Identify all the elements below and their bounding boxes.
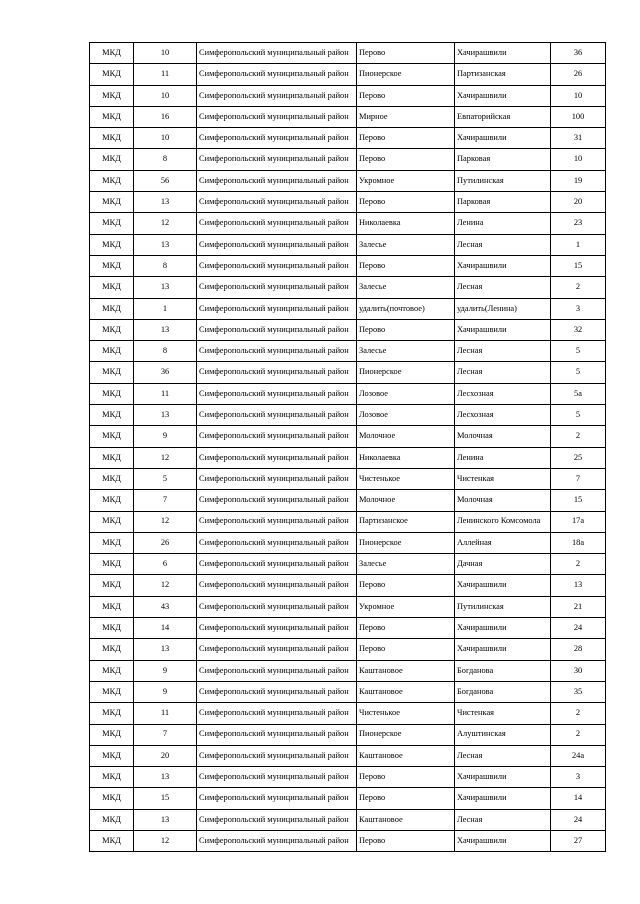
locality-cell: Перово bbox=[357, 788, 455, 809]
code-cell: 13 bbox=[134, 319, 197, 340]
locality-cell: Николаевка bbox=[357, 447, 455, 468]
house-number-cell: 15 bbox=[551, 490, 606, 511]
locality-cell: Перово bbox=[357, 830, 455, 851]
locality-cell: Залесье bbox=[357, 554, 455, 575]
house-number-cell: 2 bbox=[551, 554, 606, 575]
district-cell: Симферопольский муниципальный район bbox=[197, 447, 357, 468]
table-row bbox=[90, 575, 606, 596]
building-type-cell: МКД bbox=[90, 362, 134, 383]
district-cell: Симферопольский муниципальный район bbox=[197, 426, 357, 447]
district-cell: Симферопольский муниципальный район bbox=[197, 43, 357, 64]
district-cell: Симферопольский муниципальный район bbox=[197, 277, 357, 298]
building-type-cell: МКД bbox=[90, 830, 134, 851]
house-number-cell: 25 bbox=[551, 447, 606, 468]
code-cell: 12 bbox=[134, 511, 197, 532]
building-type-cell: МКД bbox=[90, 106, 134, 127]
building-type-cell: МКД bbox=[90, 724, 134, 745]
table-row bbox=[90, 809, 606, 830]
street-cell: Партизанская bbox=[455, 64, 551, 85]
street-cell: Хачирашвили bbox=[455, 767, 551, 788]
table-row bbox=[90, 660, 606, 681]
code-cell: 14 bbox=[134, 618, 197, 639]
house-number-cell: 10 bbox=[551, 149, 606, 170]
building-type-cell: МКД bbox=[90, 490, 134, 511]
street-cell: Молочная bbox=[455, 490, 551, 511]
locality-cell: Залесье bbox=[357, 234, 455, 255]
street-cell: Хачирашвили bbox=[455, 255, 551, 276]
house-number-cell: 5 bbox=[551, 341, 606, 362]
locality-cell: Перово bbox=[357, 128, 455, 149]
code-cell: 9 bbox=[134, 426, 197, 447]
house-number-cell: 21 bbox=[551, 596, 606, 617]
district-cell: Симферопольский муниципальный район bbox=[197, 788, 357, 809]
code-cell: 13 bbox=[134, 234, 197, 255]
table-row bbox=[90, 234, 606, 255]
table-row bbox=[90, 255, 606, 276]
code-cell: 13 bbox=[134, 277, 197, 298]
code-cell: 13 bbox=[134, 192, 197, 213]
street-cell: Лесхозная bbox=[455, 383, 551, 404]
locality-cell: Залесье bbox=[357, 277, 455, 298]
building-type-cell: МКД bbox=[90, 596, 134, 617]
district-cell: Симферопольский муниципальный район bbox=[197, 660, 357, 681]
building-type-cell: МКД bbox=[90, 681, 134, 702]
house-number-cell: 31 bbox=[551, 128, 606, 149]
building-type-cell: МКД bbox=[90, 85, 134, 106]
code-cell: 13 bbox=[134, 639, 197, 660]
table-row bbox=[90, 532, 606, 553]
building-type-cell: МКД bbox=[90, 64, 134, 85]
locality-cell: Каштановое bbox=[357, 660, 455, 681]
table-row bbox=[90, 681, 606, 702]
district-cell: Симферопольский муниципальный район bbox=[197, 830, 357, 851]
code-cell: 8 bbox=[134, 149, 197, 170]
locality-cell: Чистенькое bbox=[357, 703, 455, 724]
table-row bbox=[90, 128, 606, 149]
house-number-cell: 24а bbox=[551, 745, 606, 766]
house-number-cell: 3 bbox=[551, 298, 606, 319]
code-cell: 11 bbox=[134, 383, 197, 404]
house-number-cell: 2 bbox=[551, 724, 606, 745]
street-cell: Хачирашвили bbox=[455, 43, 551, 64]
table-body bbox=[90, 43, 606, 852]
district-cell: Симферопольский муниципальный район bbox=[197, 170, 357, 191]
table-row bbox=[90, 468, 606, 489]
table-row bbox=[90, 170, 606, 191]
locality-cell: Перово bbox=[357, 618, 455, 639]
house-number-cell: 100 bbox=[551, 106, 606, 127]
locality-cell: Чистенькое bbox=[357, 468, 455, 489]
street-cell: Аллейная bbox=[455, 532, 551, 553]
district-cell: Симферопольский муниципальный район bbox=[197, 106, 357, 127]
locality-cell: Укромное bbox=[357, 596, 455, 617]
house-number-cell: 14 bbox=[551, 788, 606, 809]
code-cell: 6 bbox=[134, 554, 197, 575]
building-type-cell: МКД bbox=[90, 128, 134, 149]
street-cell: Хачирашвили bbox=[455, 830, 551, 851]
code-cell: 9 bbox=[134, 681, 197, 702]
locality-cell: Перово bbox=[357, 319, 455, 340]
building-type-cell: МКД bbox=[90, 511, 134, 532]
table-row bbox=[90, 341, 606, 362]
district-cell: Симферопольский муниципальный район bbox=[197, 639, 357, 660]
building-type-cell: МКД bbox=[90, 703, 134, 724]
house-number-cell: 10 bbox=[551, 85, 606, 106]
street-cell: Лесная bbox=[455, 277, 551, 298]
locality-cell: Перово bbox=[357, 767, 455, 788]
locality-cell: Молочное bbox=[357, 426, 455, 447]
street-cell: Лесная bbox=[455, 362, 551, 383]
code-cell: 10 bbox=[134, 43, 197, 64]
locality-cell: Лозовое bbox=[357, 405, 455, 426]
street-cell: Ленина bbox=[455, 213, 551, 234]
code-cell: 11 bbox=[134, 703, 197, 724]
building-type-cell: МКД bbox=[90, 554, 134, 575]
house-number-cell: 1 bbox=[551, 234, 606, 255]
locality-cell: Пионерское bbox=[357, 532, 455, 553]
locality-cell: Перово bbox=[357, 575, 455, 596]
district-cell: Симферопольский муниципальный район bbox=[197, 319, 357, 340]
house-number-cell: 24 bbox=[551, 618, 606, 639]
building-type-cell: МКД bbox=[90, 234, 134, 255]
code-cell: 12 bbox=[134, 575, 197, 596]
locality-cell: Перово bbox=[357, 85, 455, 106]
building-type-cell: МКД bbox=[90, 149, 134, 170]
table-row bbox=[90, 830, 606, 851]
locality-cell: Каштановое bbox=[357, 809, 455, 830]
code-cell: 7 bbox=[134, 490, 197, 511]
district-cell: Симферопольский муниципальный район bbox=[197, 724, 357, 745]
locality-cell: Перово bbox=[357, 43, 455, 64]
street-cell: Парковая bbox=[455, 192, 551, 213]
house-number-cell: 17а bbox=[551, 511, 606, 532]
house-number-cell: 28 bbox=[551, 639, 606, 660]
district-cell: Симферопольский муниципальный район bbox=[197, 745, 357, 766]
house-number-cell: 36 bbox=[551, 43, 606, 64]
district-cell: Симферопольский муниципальный район bbox=[197, 234, 357, 255]
building-type-cell: МКД bbox=[90, 788, 134, 809]
table-row bbox=[90, 447, 606, 468]
house-number-cell: 35 bbox=[551, 681, 606, 702]
building-type-cell: МКД bbox=[90, 213, 134, 234]
house-number-cell: 26 bbox=[551, 64, 606, 85]
building-type-cell: МКД bbox=[90, 405, 134, 426]
table-row bbox=[90, 213, 606, 234]
district-cell: Симферопольский муниципальный район bbox=[197, 596, 357, 617]
street-cell: Хачирашвили bbox=[455, 575, 551, 596]
table-row bbox=[90, 277, 606, 298]
street-cell: Лесная bbox=[455, 234, 551, 255]
building-type-cell: МКД bbox=[90, 809, 134, 830]
district-cell: Симферопольский муниципальный район bbox=[197, 383, 357, 404]
district-cell: Симферопольский муниципальный район bbox=[197, 85, 357, 106]
locality-cell: Николаевка bbox=[357, 213, 455, 234]
table-row bbox=[90, 703, 606, 724]
building-type-cell: МКД bbox=[90, 319, 134, 340]
locality-cell: Мирное bbox=[357, 106, 455, 127]
table-row bbox=[90, 362, 606, 383]
code-cell: 20 bbox=[134, 745, 197, 766]
code-cell: 16 bbox=[134, 106, 197, 127]
code-cell: 12 bbox=[134, 213, 197, 234]
locality-cell: Каштановое bbox=[357, 681, 455, 702]
district-cell: Симферопольский муниципальный район bbox=[197, 511, 357, 532]
street-cell: Алуштинская bbox=[455, 724, 551, 745]
code-cell: 13 bbox=[134, 767, 197, 788]
district-cell: Симферопольский муниципальный район bbox=[197, 405, 357, 426]
code-cell: 13 bbox=[134, 405, 197, 426]
street-cell: Хачирашвили bbox=[455, 639, 551, 660]
district-cell: Симферопольский муниципальный район bbox=[197, 767, 357, 788]
house-number-cell: 24 bbox=[551, 809, 606, 830]
building-type-cell: МКД bbox=[90, 383, 134, 404]
building-type-cell: МКД bbox=[90, 767, 134, 788]
table-row bbox=[90, 106, 606, 127]
locality-cell: Пионерское bbox=[357, 362, 455, 383]
house-number-cell: 32 bbox=[551, 319, 606, 340]
locality-cell: Молочное bbox=[357, 490, 455, 511]
building-type-cell: МКД bbox=[90, 426, 134, 447]
house-number-cell: 5а bbox=[551, 383, 606, 404]
building-type-cell: МКД bbox=[90, 532, 134, 553]
table-row bbox=[90, 767, 606, 788]
building-type-cell: МКД bbox=[90, 192, 134, 213]
street-cell: Хачирашвили bbox=[455, 788, 551, 809]
street-cell: Хачирашвили bbox=[455, 85, 551, 106]
building-type-cell: МКД bbox=[90, 745, 134, 766]
locality-cell: Пионерское bbox=[357, 64, 455, 85]
table-row bbox=[90, 383, 606, 404]
locality-cell: Партизанское bbox=[357, 511, 455, 532]
house-number-cell: 5 bbox=[551, 405, 606, 426]
building-type-cell: МКД bbox=[90, 170, 134, 191]
table-row bbox=[90, 319, 606, 340]
house-number-cell: 2 bbox=[551, 426, 606, 447]
building-type-cell: МКД bbox=[90, 277, 134, 298]
building-type-cell: МКД bbox=[90, 255, 134, 276]
street-cell: Путилинская bbox=[455, 596, 551, 617]
code-cell: 10 bbox=[134, 85, 197, 106]
district-cell: Симферопольский муниципальный район bbox=[197, 149, 357, 170]
district-cell: Симферопольский муниципальный район bbox=[197, 362, 357, 383]
district-cell: Симферопольский муниципальный район bbox=[197, 490, 357, 511]
code-cell: 5 bbox=[134, 468, 197, 489]
code-cell: 36 bbox=[134, 362, 197, 383]
table-row bbox=[90, 426, 606, 447]
street-cell: Лесная bbox=[455, 809, 551, 830]
table-row bbox=[90, 192, 606, 213]
house-number-cell: 3 bbox=[551, 767, 606, 788]
district-cell: Симферопольский муниципальный район bbox=[197, 64, 357, 85]
code-cell: 1 bbox=[134, 298, 197, 319]
district-cell: Симферопольский муниципальный район bbox=[197, 192, 357, 213]
table-row bbox=[90, 618, 606, 639]
street-cell: Дачная bbox=[455, 554, 551, 575]
table-row bbox=[90, 490, 606, 511]
locality-cell: Залесье bbox=[357, 341, 455, 362]
street-cell: Хачирашвили bbox=[455, 128, 551, 149]
table-row bbox=[90, 405, 606, 426]
code-cell: 12 bbox=[134, 830, 197, 851]
code-cell: 9 bbox=[134, 660, 197, 681]
code-cell: 56 bbox=[134, 170, 197, 191]
house-number-cell: 2 bbox=[551, 277, 606, 298]
locality-cell: Перово bbox=[357, 192, 455, 213]
building-type-cell: МКД bbox=[90, 660, 134, 681]
district-cell: Симферопольский муниципальный район bbox=[197, 575, 357, 596]
table-row bbox=[90, 149, 606, 170]
building-type-cell: МКД bbox=[90, 43, 134, 64]
table-row bbox=[90, 554, 606, 575]
street-cell: Лесная bbox=[455, 341, 551, 362]
table-row bbox=[90, 596, 606, 617]
code-cell: 43 bbox=[134, 596, 197, 617]
code-cell: 15 bbox=[134, 788, 197, 809]
locality-cell: Укромное bbox=[357, 170, 455, 191]
district-cell: Симферопольский муниципальный район bbox=[197, 554, 357, 575]
street-cell: Евпаторийская bbox=[455, 106, 551, 127]
street-cell: Ленинского Комсомола bbox=[455, 511, 551, 532]
district-cell: Симферопольский муниципальный район bbox=[197, 703, 357, 724]
house-number-cell: 13 bbox=[551, 575, 606, 596]
house-number-cell: 18а bbox=[551, 532, 606, 553]
street-cell: Молочная bbox=[455, 426, 551, 447]
house-number-cell: 2 bbox=[551, 703, 606, 724]
street-cell: Лесхозная bbox=[455, 405, 551, 426]
house-number-cell: 15 bbox=[551, 255, 606, 276]
house-number-cell: 20 bbox=[551, 192, 606, 213]
street-cell: Парковая bbox=[455, 149, 551, 170]
house-number-cell: 30 bbox=[551, 660, 606, 681]
house-number-cell: 23 bbox=[551, 213, 606, 234]
building-type-cell: МКД bbox=[90, 618, 134, 639]
district-cell: Симферопольский муниципальный район bbox=[197, 213, 357, 234]
street-cell: Хачирашвили bbox=[455, 319, 551, 340]
street-cell: Хачирашвили bbox=[455, 618, 551, 639]
building-type-cell: МКД bbox=[90, 447, 134, 468]
district-cell: Симферопольский муниципальный район bbox=[197, 681, 357, 702]
code-cell: 11 bbox=[134, 64, 197, 85]
table-row bbox=[90, 724, 606, 745]
locality-cell: Пионерское bbox=[357, 724, 455, 745]
code-cell: 12 bbox=[134, 447, 197, 468]
building-type-cell: МКД bbox=[90, 575, 134, 596]
locality-cell: Лозовое bbox=[357, 383, 455, 404]
district-cell: Симферопольский муниципальный район bbox=[197, 128, 357, 149]
street-cell: удалить(Ленина) bbox=[455, 298, 551, 319]
table-row bbox=[90, 64, 606, 85]
district-cell: Симферопольский муниципальный район bbox=[197, 618, 357, 639]
code-cell: 26 bbox=[134, 532, 197, 553]
locality-cell: Перово bbox=[357, 255, 455, 276]
district-cell: Симферопольский муниципальный район bbox=[197, 255, 357, 276]
locality-cell: Перово bbox=[357, 149, 455, 170]
house-number-cell: 19 bbox=[551, 170, 606, 191]
building-type-cell: МКД bbox=[90, 298, 134, 319]
table-row bbox=[90, 43, 606, 64]
house-number-cell: 5 bbox=[551, 362, 606, 383]
street-cell: Путилинская bbox=[455, 170, 551, 191]
building-type-cell: МКД bbox=[90, 341, 134, 362]
locality-cell: Перово bbox=[357, 639, 455, 660]
house-number-cell: 27 bbox=[551, 830, 606, 851]
locality-cell: Каштановое bbox=[357, 745, 455, 766]
house-number-cell: 7 bbox=[551, 468, 606, 489]
district-cell: Симферопольский муниципальный район bbox=[197, 298, 357, 319]
building-type-cell: МКД bbox=[90, 639, 134, 660]
street-cell: Лесная bbox=[455, 745, 551, 766]
locality-cell: удалить(почтовое) bbox=[357, 298, 455, 319]
district-cell: Симферопольский муниципальный район bbox=[197, 468, 357, 489]
street-cell: Богданова bbox=[455, 660, 551, 681]
street-cell: Ленина bbox=[455, 447, 551, 468]
street-cell: Чистенкая bbox=[455, 468, 551, 489]
street-cell: Богданова bbox=[455, 681, 551, 702]
code-cell: 8 bbox=[134, 255, 197, 276]
district-cell: Симферопольский муниципальный район bbox=[197, 809, 357, 830]
table-row bbox=[90, 511, 606, 532]
housing-registry-table bbox=[89, 42, 606, 852]
code-cell: 10 bbox=[134, 128, 197, 149]
street-cell: Чистенкая bbox=[455, 703, 551, 724]
table-row bbox=[90, 85, 606, 106]
building-type-cell: МКД bbox=[90, 468, 134, 489]
district-cell: Симферопольский муниципальный район bbox=[197, 341, 357, 362]
code-cell: 7 bbox=[134, 724, 197, 745]
table-row bbox=[90, 745, 606, 766]
table-row bbox=[90, 298, 606, 319]
table-row bbox=[90, 639, 606, 660]
code-cell: 13 bbox=[134, 809, 197, 830]
code-cell: 8 bbox=[134, 341, 197, 362]
table-row bbox=[90, 788, 606, 809]
district-cell: Симферопольский муниципальный район bbox=[197, 532, 357, 553]
